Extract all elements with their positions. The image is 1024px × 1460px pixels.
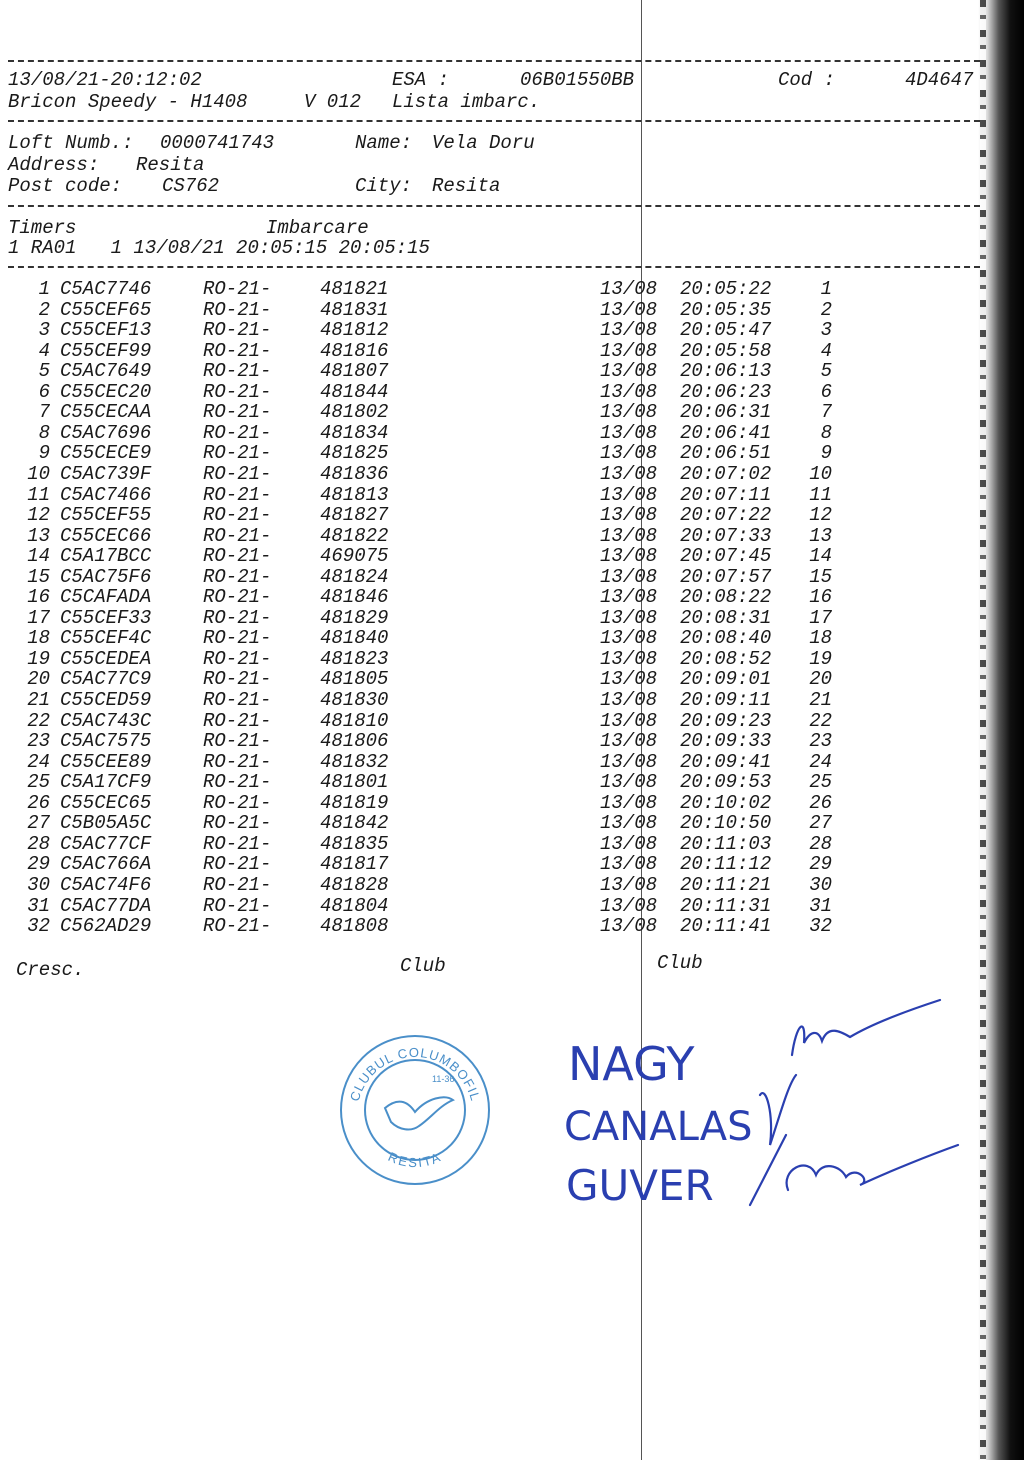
arrival-date: 13/08 (600, 278, 658, 300)
ring-prefix: RO-21- (203, 278, 272, 300)
ring-prefix: RO-21- (203, 380, 272, 403)
ring-id: C5AC7466 (60, 483, 152, 506)
arrival-time: 20:08:22 (680, 586, 772, 609)
ring-prefix: RO-21- (203, 730, 272, 753)
arrival-order: 17 (809, 606, 832, 629)
table-row (0, 668, 980, 691)
row-index: 25 (27, 771, 50, 794)
table-row (0, 792, 980, 812)
row-index: 4 (38, 339, 50, 362)
ring-number: 481802 (320, 401, 389, 424)
table-row (0, 895, 980, 915)
arrival-order: 9 (820, 442, 832, 465)
address-value: Resita (136, 154, 205, 176)
signatures (560, 995, 960, 1225)
name-label: Name: (355, 132, 413, 154)
row-index: 29 (27, 853, 50, 876)
ring-number: 481806 (320, 730, 389, 753)
table-row (0, 504, 980, 527)
ring-prefix: RO-21- (203, 832, 272, 855)
ring-number: 481801 (320, 771, 389, 794)
arrival-time: 20:11:31 (680, 894, 772, 917)
arrival-order: 31 (809, 894, 832, 917)
ring-prefix: RO-21- (203, 894, 272, 917)
arrival-order: 26 (809, 791, 832, 814)
arrival-time: 20:05:22 (680, 278, 772, 300)
arrival-order: 30 (809, 873, 832, 896)
row-index: 12 (27, 504, 50, 527)
ring-number: 481825 (320, 442, 389, 465)
ring-prefix: RO-21- (203, 689, 272, 711)
table-row (0, 812, 980, 835)
table-row (0, 278, 980, 298)
svg-text:RESITA: RESITA (385, 1148, 445, 1171)
arrival-time: 20:09:53 (680, 771, 772, 794)
ring-number: 481823 (320, 647, 389, 670)
ring-number: 481821 (320, 278, 389, 300)
row-index: 11 (27, 483, 50, 506)
arrival-date: 13/08 (600, 647, 658, 670)
row-index: 6 (38, 380, 50, 403)
arrival-time: 20:07:33 (680, 524, 772, 547)
table-row (0, 422, 980, 442)
arrival-date: 13/08 (600, 462, 658, 485)
row-index: 9 (38, 442, 50, 465)
ring-number: 481834 (320, 421, 389, 444)
arrival-order: 19 (809, 647, 832, 670)
ring-id: C55CEF33 (60, 606, 152, 629)
table-row (0, 299, 980, 319)
arrival-date: 13/08 (600, 668, 658, 691)
ring-number: 481840 (320, 627, 389, 650)
row-index: 10 (27, 462, 50, 485)
arrival-time: 20:05:47 (680, 319, 772, 342)
table-row (0, 689, 980, 709)
table-row (0, 484, 980, 504)
arrival-date: 13/08 (600, 586, 658, 609)
ring-id: C55CEC66 (60, 524, 152, 547)
ring-id: C5AC7575 (60, 730, 152, 753)
ring-prefix: RO-21- (203, 791, 272, 814)
arrival-date: 13/08 (600, 873, 658, 896)
table-row (0, 833, 980, 853)
ring-id: C55CEC65 (60, 791, 152, 814)
ring-number: 481846 (320, 586, 389, 609)
ring-prefix: RO-21- (203, 545, 272, 568)
arrival-time: 20:11:12 (680, 853, 772, 876)
table-row (0, 340, 980, 360)
row-index: 28 (27, 832, 50, 855)
ring-prefix: RO-21- (203, 421, 272, 444)
ring-id: C5AC743C (60, 709, 152, 732)
arrival-order: 6 (820, 380, 832, 403)
arrival-time: 20:09:01 (680, 668, 772, 691)
arrival-time: 20:11:21 (680, 873, 772, 896)
arrival-time: 20:07:22 (680, 504, 772, 527)
arrival-order: 7 (820, 401, 832, 424)
arrival-order: 8 (820, 421, 832, 444)
arrival-time: 20:11:41 (680, 915, 772, 938)
ring-number: 481824 (320, 565, 389, 588)
cod-label: Cod : (778, 69, 836, 91)
ring-prefix: RO-21- (203, 360, 272, 383)
row-index: 21 (27, 689, 50, 711)
table-row (0, 401, 980, 424)
row-index: 17 (27, 606, 50, 629)
ring-number: 481830 (320, 689, 389, 711)
arrival-date: 13/08 (600, 709, 658, 732)
ring-id: C55CEF13 (60, 319, 152, 342)
arrival-time: 20:08:40 (680, 627, 772, 650)
ring-id: C5AC766A (60, 853, 152, 876)
club-label: Club (657, 952, 703, 974)
ring-prefix: RO-21- (203, 319, 272, 342)
row-index: 30 (27, 873, 50, 896)
postcode-value: CS762 (162, 175, 220, 197)
club-label: Club (400, 955, 446, 977)
cod-value: 4D4647 (905, 69, 974, 91)
table-row (0, 566, 980, 586)
arrival-time: 20:05:35 (680, 298, 772, 321)
row-index: 1 (38, 278, 50, 300)
table-row (0, 360, 980, 383)
row-index: 2 (38, 298, 50, 321)
row-index: 27 (27, 812, 50, 835)
arrival-date: 13/08 (600, 401, 658, 424)
ring-id: C5AC74F6 (60, 873, 152, 896)
table-row (0, 586, 980, 609)
ring-id: C55CEF65 (60, 298, 152, 321)
esa-value: 06B01550BB (520, 69, 635, 91)
ring-number: 481810 (320, 709, 389, 732)
ring-number: 481835 (320, 832, 389, 855)
arrival-date: 13/08 (600, 750, 658, 773)
arrival-order: 22 (809, 709, 832, 732)
ring-number: 481836 (320, 462, 389, 485)
ring-id: C55CED59 (60, 689, 152, 711)
svg-text:CLUBUL COLUMBOFIL: CLUBUL COLUMBOFIL (346, 1044, 484, 1104)
arrival-time: 20:11:03 (680, 832, 772, 855)
arrival-date: 13/08 (600, 483, 658, 506)
ring-prefix: RO-21- (203, 339, 272, 362)
timers-row: 1 RA01 1 13/08/21 20:05:15 20:05:15 (8, 237, 430, 259)
ring-id: C5B05A5C (60, 812, 152, 835)
arrival-date: 13/08 (600, 853, 658, 876)
row-index: 7 (38, 401, 50, 424)
arrival-date: 13/08 (600, 380, 658, 403)
table-row (0, 545, 980, 568)
ring-prefix: RO-21- (203, 565, 272, 588)
arrival-date: 13/08 (600, 565, 658, 588)
arrival-date: 13/08 (600, 504, 658, 527)
row-index: 5 (38, 360, 50, 383)
ring-number: 481804 (320, 894, 389, 917)
arrival-order: 15 (809, 565, 832, 588)
arrival-order: 20 (809, 668, 832, 691)
ring-number: 469075 (320, 545, 389, 568)
row-index: 23 (27, 730, 50, 753)
arrival-date: 13/08 (600, 832, 658, 855)
ring-prefix: RO-21- (203, 483, 272, 506)
ring-number: 481808 (320, 915, 389, 938)
device-name: Bricon Speedy - H1408 (8, 91, 248, 113)
arrival-time: 20:07:57 (680, 565, 772, 588)
ring-id: C55CECAA (60, 401, 152, 424)
arrival-order: 1 (820, 278, 832, 300)
list-title: Lista imbarc. (392, 91, 541, 113)
arrival-order: 4 (820, 339, 832, 362)
ring-id: C5CAFADA (60, 586, 152, 609)
ring-number: 481807 (320, 360, 389, 383)
arrival-time: 20:09:23 (680, 709, 772, 732)
divider (8, 120, 980, 122)
svg-text:11-36: 11-36 (432, 1074, 455, 1084)
arrival-time: 20:09:11 (680, 689, 772, 711)
arrival-time: 20:06:41 (680, 421, 772, 444)
arrival-time: 20:05:58 (680, 339, 772, 362)
ring-prefix: RO-21- (203, 627, 272, 650)
arrival-date: 13/08 (600, 442, 658, 465)
table-row (0, 319, 980, 342)
ring-prefix: RO-21- (203, 586, 272, 609)
ring-id: C5A17CF9 (60, 771, 152, 794)
cresc-label: Cresc. (16, 959, 85, 981)
table-row (0, 627, 980, 650)
arrival-order: 10 (809, 462, 832, 485)
arrival-order: 21 (809, 689, 832, 711)
ring-prefix: RO-21- (203, 462, 272, 485)
arrival-date: 13/08 (600, 360, 658, 383)
ring-number: 481832 (320, 750, 389, 773)
arrival-order: 14 (809, 545, 832, 568)
divider (8, 266, 980, 268)
ring-id: C5AC7746 (60, 278, 152, 300)
loft-value: 0000741743 (160, 132, 275, 154)
arrival-order: 27 (809, 812, 832, 835)
row-index: 3 (38, 319, 50, 342)
ring-number: 481842 (320, 812, 389, 835)
table-row (0, 607, 980, 627)
loft-label: Loft Numb.: (8, 132, 134, 154)
table-row (0, 874, 980, 894)
svg-text:NAGY: NAGY (568, 1037, 695, 1091)
arrival-date: 13/08 (600, 730, 658, 753)
ring-id: C5AC7649 (60, 360, 152, 383)
row-index: 24 (27, 750, 50, 773)
arrival-date: 13/08 (600, 606, 658, 629)
row-index: 31 (27, 894, 50, 917)
ring-prefix: RO-21- (203, 771, 272, 794)
svg-text:CANALAS: CANALAS (564, 1104, 753, 1150)
ring-prefix: RO-21- (203, 504, 272, 527)
device-version: V 012 (304, 91, 362, 113)
row-index: 16 (27, 586, 50, 609)
arrival-date: 13/08 (600, 339, 658, 362)
row-index: 18 (27, 627, 50, 650)
ring-number: 481812 (320, 319, 389, 342)
name-value: Vela Doru (432, 132, 535, 154)
ring-number: 481822 (320, 524, 389, 547)
table-row (0, 525, 980, 545)
arrival-date: 13/08 (600, 545, 658, 568)
ring-id: C55CEE89 (60, 750, 152, 773)
row-index: 20 (27, 668, 50, 691)
ring-prefix: RO-21- (203, 709, 272, 732)
row-index: 22 (27, 709, 50, 732)
ring-id: C55CEF4C (60, 627, 152, 650)
ring-prefix: RO-21- (203, 915, 272, 938)
arrival-order: 28 (809, 832, 832, 855)
address-label: Address: (8, 154, 100, 176)
table-row (0, 751, 980, 771)
esa-label: ESA : (392, 69, 450, 91)
table-row (0, 381, 980, 401)
club-stamp (335, 1030, 495, 1190)
ring-id: C562AD29 (60, 915, 152, 938)
ring-number: 481829 (320, 606, 389, 629)
arrival-time: 20:09:33 (680, 730, 772, 753)
row-index: 8 (38, 421, 50, 444)
arrival-date: 13/08 (600, 298, 658, 321)
ring-id: C5AC77DA (60, 894, 152, 917)
arrival-date: 13/08 (600, 524, 658, 547)
arrival-order: 18 (809, 627, 832, 650)
row-index: 19 (27, 647, 50, 670)
arrival-time: 20:07:45 (680, 545, 772, 568)
ring-id: C5AC75F6 (60, 565, 152, 588)
arrival-date: 13/08 (600, 421, 658, 444)
arrival-time: 20:08:52 (680, 647, 772, 670)
ring-prefix: RO-21- (203, 750, 272, 773)
arrival-order: 13 (809, 524, 832, 547)
ring-prefix: RO-21- (203, 606, 272, 629)
arrival-time: 20:08:31 (680, 606, 772, 629)
arrival-order: 11 (809, 483, 832, 506)
ring-number: 481817 (320, 853, 389, 876)
ring-id: C5AC77CF (60, 832, 152, 855)
arrival-time: 20:06:51 (680, 442, 772, 465)
ring-number: 481816 (320, 339, 389, 362)
arrival-date: 13/08 (600, 915, 658, 938)
arrival-date: 13/08 (600, 627, 658, 650)
scan-edge-noise (980, 0, 986, 1460)
ring-id: C55CEDEA (60, 647, 152, 670)
arrival-order: 3 (820, 319, 832, 342)
divider (8, 60, 980, 62)
ring-prefix: RO-21- (203, 668, 272, 691)
row-index: 15 (27, 565, 50, 588)
arrival-order: 24 (809, 750, 832, 773)
ring-prefix: RO-21- (203, 853, 272, 876)
row-index: 13 (27, 524, 50, 547)
ring-prefix: RO-21- (203, 442, 272, 465)
table-row (0, 730, 980, 753)
arrival-date: 13/08 (600, 689, 658, 711)
timers-label: Timers (8, 217, 77, 239)
ring-number: 481844 (320, 380, 389, 403)
ring-id: C55CEC20 (60, 380, 152, 403)
ring-number: 481813 (320, 483, 389, 506)
arrival-time: 20:10:50 (680, 812, 772, 835)
arrival-order: 32 (809, 915, 832, 938)
ring-id: C5AC77C9 (60, 668, 152, 691)
arrival-date: 13/08 (600, 771, 658, 794)
ring-id: C5AC7696 (60, 421, 152, 444)
arrival-time: 20:09:41 (680, 750, 772, 773)
arrival-order: 2 (820, 298, 832, 321)
ring-id: C55CEF99 (60, 339, 152, 362)
arrival-time: 20:07:11 (680, 483, 772, 506)
ring-id: C5AC739F (60, 462, 152, 485)
divider (8, 205, 980, 207)
arrival-time: 20:06:23 (680, 380, 772, 403)
ring-prefix: RO-21- (203, 647, 272, 670)
ring-prefix: RO-21- (203, 812, 272, 835)
arrival-order: 25 (809, 771, 832, 794)
arrival-date: 13/08 (600, 319, 658, 342)
arrival-order: 16 (809, 586, 832, 609)
arrival-time: 20:07:02 (680, 462, 772, 485)
arrival-date: 13/08 (600, 791, 658, 814)
arrival-time: 20:06:31 (680, 401, 772, 424)
ring-number: 481805 (320, 668, 389, 691)
table-row (0, 853, 980, 876)
table-row (0, 463, 980, 483)
table-row (0, 915, 980, 938)
ring-prefix: RO-21- (203, 524, 272, 547)
ring-number: 481831 (320, 298, 389, 321)
arrival-order: 12 (809, 504, 832, 527)
city-label: City: (355, 175, 413, 197)
postcode-label: Post code: (8, 175, 123, 197)
ring-id: C5A17BCC (60, 545, 152, 568)
table-row (0, 442, 980, 465)
city-value: Resita (432, 175, 501, 197)
ring-prefix: RO-21- (203, 873, 272, 896)
arrival-order: 29 (809, 853, 832, 876)
header-datetime: 13/08/21-20:12:02 (8, 69, 202, 91)
arrival-date: 13/08 (600, 812, 658, 835)
arrival-time: 20:06:13 (680, 360, 772, 383)
ring-number: 481819 (320, 791, 389, 814)
ring-id: C55CEF55 (60, 504, 152, 527)
table-row (0, 771, 980, 794)
imbarcare-label: Imbarcare (266, 217, 369, 239)
row-index: 14 (27, 545, 50, 568)
table-row (0, 648, 980, 668)
table-row (0, 710, 980, 730)
row-index: 32 (27, 915, 50, 938)
ring-id: C55CECE9 (60, 442, 152, 465)
arrival-order: 5 (820, 360, 832, 383)
arrival-time: 20:10:02 (680, 791, 772, 814)
ring-number: 481828 (320, 873, 389, 896)
row-index: 26 (27, 791, 50, 814)
ring-prefix: RO-21- (203, 298, 272, 321)
svg-text:GUVER: GUVER (566, 1161, 714, 1210)
arrival-order: 23 (809, 730, 832, 753)
arrival-date: 13/08 (600, 894, 658, 917)
ring-number: 481827 (320, 504, 389, 527)
ring-prefix: RO-21- (203, 401, 272, 424)
